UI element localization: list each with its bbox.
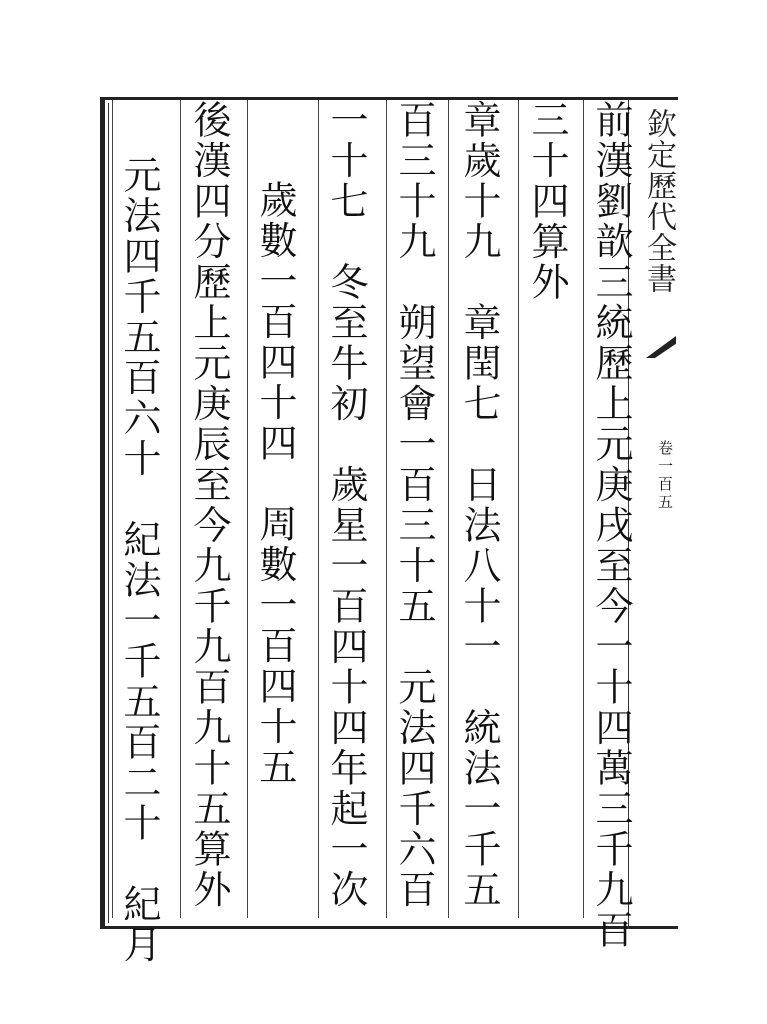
book-title: 欽定歷代全書 <box>641 108 676 294</box>
column-rule <box>318 100 319 918</box>
text-column-1: 前漢劉歆三統歷上元庚戌至今一十四萬三千九百 <box>589 100 633 951</box>
column-rule <box>112 100 113 918</box>
text-column-7: 後漢四分歷上元庚辰至今九千九百九十五算外 <box>187 100 231 910</box>
column-rule <box>448 100 449 918</box>
column-rule <box>518 100 519 918</box>
text-column-5: 一十七 冬至牛初 歲星一百四十四年起一次 <box>324 100 368 910</box>
column-rule <box>386 100 387 918</box>
column-rule <box>247 100 248 918</box>
column-rule <box>583 100 584 918</box>
text-column-2: 三十四算外 <box>525 100 569 303</box>
text-column-8: 元法四千五百六十 紀法一千五百二十 紀月 <box>117 155 161 965</box>
column-rule <box>180 100 181 918</box>
text-column-6: 歲數一百四十四 周數一百四十五 <box>253 180 297 788</box>
text-column-4: 百三十九 朔望會一百三十五 元法四千六百 <box>392 100 436 910</box>
text-column-3: 章歲十九 章閏七 日法八十一 統法一千五 <box>457 100 501 910</box>
volume-number: 卷一百五 <box>656 440 674 512</box>
